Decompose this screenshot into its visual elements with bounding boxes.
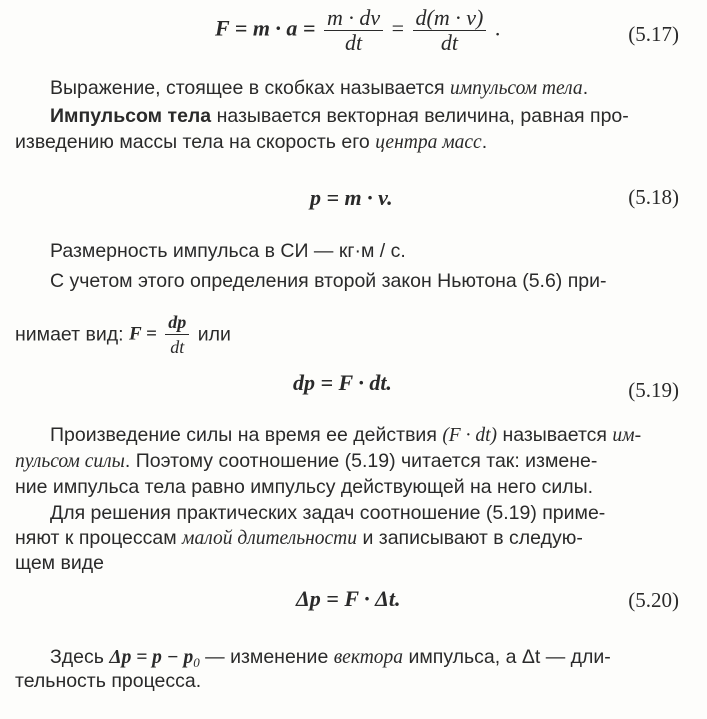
- definition-line-2-end: .: [481, 131, 488, 153]
- equation-5-19: [293, 370, 392, 396]
- delta-expr-subscript: 0: [193, 655, 200, 670]
- practical-line-2-text-1: няют к процессам: [15, 527, 177, 549]
- paragraph-definition-line-1: [50, 104, 690, 128]
- paragraph-newton-law-line-2: [15, 310, 655, 358]
- paragraph-si-unit: Размерность импульса в СИ — кг·м / с.: [50, 240, 406, 262]
- paragraph-impulse-intro: [50, 76, 690, 101]
- newton-line-2-or: или: [197, 323, 231, 346]
- equation-5-20: [296, 586, 401, 612]
- newton-line-2-text: нимает вид:: [15, 323, 124, 346]
- center-of-mass-term: центра масс: [375, 132, 482, 153]
- eq517-period: .: [494, 15, 501, 41]
- paragraph-definition-line-2: [15, 130, 655, 155]
- force-impulse-text-1: Произведение силы на время ее действия: [50, 424, 437, 446]
- delta-text-1: Здесь: [50, 646, 104, 668]
- paragraph-force-impulse-line-1: [50, 423, 690, 448]
- delta-expr: Δp = p − p: [109, 647, 194, 668]
- eq517-frac1-denominator: dt: [344, 30, 363, 55]
- eq517-frac2-numerator: d(m · v): [413, 6, 487, 31]
- force-impulse-expr: (F · dt): [442, 425, 498, 446]
- definition-term: Импульсом тела: [50, 105, 212, 127]
- eq517-fraction-1: [324, 6, 383, 55]
- short-duration-term: малой длительности: [182, 528, 358, 549]
- equation-number-5-20: (5.20): [628, 588, 679, 612]
- paragraph-practical-line-1: Для решения практических задач соотношение (5.19) приме-: [50, 502, 606, 524]
- force-impulse-line-2-rest: . Поэтому соотношение (5.19) читается так: измене-: [124, 450, 598, 472]
- equation-5-17: [215, 6, 500, 55]
- force-impulse-term-part-2: пульсом силы: [15, 451, 125, 472]
- newton-formula-numerator: dp: [165, 310, 189, 335]
- eq517-frac1-numerator: m · dv: [324, 6, 383, 31]
- p1-end: .: [582, 77, 589, 99]
- practical-line-2-text-2: и записывают в следую-: [362, 527, 583, 549]
- eq519-expr: dp = F · dt.: [293, 370, 392, 395]
- equation-number-5-17: (5.17): [628, 22, 679, 46]
- p1-term: импульсом тела: [449, 78, 583, 99]
- definition-line-2-text: изведению массы тела на скорость его: [15, 131, 370, 153]
- equation-number-5-18: (5.18): [628, 185, 679, 209]
- delta-text-3: импульса, а Δt — дли-: [408, 646, 611, 668]
- p1-text: Выражение, стоящее в скобках называется: [50, 77, 445, 99]
- paragraph-practical-line-3: щем виде: [15, 552, 104, 574]
- newton-formula-lhs: F =: [128, 323, 157, 345]
- paragraph-newton-law-line-1: С учетом этого определения второй закон Ньютона (5.6) при-: [50, 270, 607, 292]
- eq517-lhs: F = m · a =: [215, 15, 316, 41]
- equation-number-5-19: (5.19): [628, 378, 679, 402]
- newton-formula-fraction: [165, 310, 189, 359]
- newton-formula-denominator: dt: [170, 337, 185, 357]
- paragraph-delta-line-2: тельность процесса.: [15, 670, 202, 692]
- delta-text-2: — изменение: [205, 646, 329, 668]
- paragraph-force-impulse-line-2: [15, 449, 655, 474]
- equation-5-18: [310, 185, 393, 211]
- force-impulse-term-part-1: им-: [612, 425, 642, 446]
- vector-term: вектора: [333, 647, 404, 668]
- paragraph-force-impulse-line-3: ние импульса тела равно импульсу действующей на него силы.: [15, 476, 594, 498]
- eq517-fraction-2: [413, 6, 487, 55]
- force-impulse-text-2: называется: [502, 424, 607, 446]
- definition-line-1-rest: называется векторная величина, равная про-: [216, 105, 629, 127]
- eq517-equals: =: [391, 15, 405, 41]
- eq518-expr: p = m · v.: [310, 185, 393, 210]
- eq520-expr: Δp = F · Δt.: [296, 586, 401, 611]
- eq517-frac2-denominator: dt: [440, 30, 459, 55]
- paragraph-practical-line-2: [15, 526, 655, 551]
